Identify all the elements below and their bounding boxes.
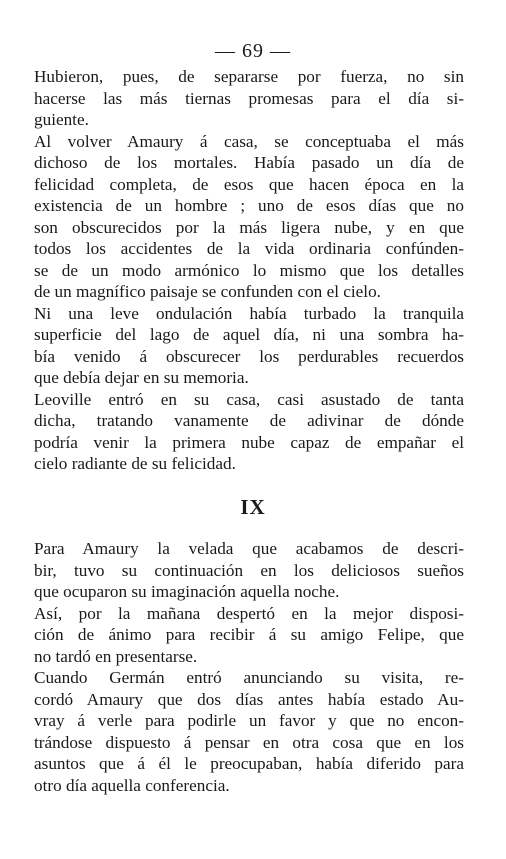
text-line: Para Amaury la velada que acabamos de descri- [34, 539, 464, 558]
text-line: se de un modo armónico lo mismo que los detalles [34, 260, 464, 280]
text-line: felicidad completa, de esos que hacen época en la [34, 174, 464, 194]
text-line: trándose dispuesto á pensar en otra cosa que en los [34, 732, 464, 752]
paragraph [34, 303, 464, 389]
text-line: Ni una leve ondulación había turbado la tranquila [34, 303, 464, 323]
text-line: podría venir la primera nube capaz de empañar el [34, 432, 464, 452]
text-line: otro día aquella conferencia. [34, 775, 230, 795]
text-line: Cuando Germán entró anunciando su visita, re- [34, 668, 464, 687]
chapter-heading: IX [240, 495, 266, 519]
paragraph [34, 667, 464, 796]
text-line: que ocuparon su imaginación aquella noche. [34, 582, 340, 601]
text-line: son obscurecidos por la más ligera nube, y en que [34, 217, 464, 237]
text-line: bir, tuvo su continuación en los deliciosos sueños [34, 560, 464, 580]
text-line: Hubieron, pues, de separarse por fuerza, no sin [34, 67, 464, 86]
text-line: Al volver Amaury á casa, se conceptuaba el más [34, 131, 464, 151]
text-line: Leoville entró en su casa, casi asustado de tanta [34, 389, 464, 409]
text-line: cordó Amaury que dos días antes había estado Au- [34, 689, 464, 709]
paragraph [34, 603, 464, 668]
text-line: no tardó en presentarse. [34, 646, 198, 666]
page-number: — 69 — [215, 40, 291, 62]
text-line: dichoso de los mortales. Había pasado un día de [34, 153, 464, 172]
text-line: Así, por la mañana despertó en la mejor disposi- [34, 603, 464, 623]
text-line: bía venido á obscurecer los perdurables recuerdos [34, 346, 464, 366]
text-block-after [34, 538, 464, 796]
text-line: hacerse las más tiernas promesas para el día si- [34, 88, 464, 108]
text-line: existencia de un hombre ; uno de esos días que no [34, 196, 464, 215]
text-line: vray á verle para podirle un favor y que no encon- [34, 711, 464, 730]
text-line: que debía dejar en su memoria. [34, 368, 249, 387]
paragraph [34, 538, 464, 603]
paragraph [34, 66, 464, 131]
text-line: ción de ánimo para recibir á su amigo Felipe, que [34, 625, 464, 644]
text-line: cielo radiante de su felicidad. [34, 454, 236, 473]
text-line: superficie del lago de aquel día, ni una sombra ha- [34, 325, 464, 344]
text-line: asuntos que á él le preocupaban, había diferido para [34, 754, 464, 773]
text-line: de un magnífico paisaje se confunden con el cielo. [34, 282, 381, 301]
text-line: todos los accidentes de la vida ordinaria confúnden- [34, 239, 464, 258]
text-line: dicha, tratando vanamente de adivinar de dónde [34, 411, 464, 430]
paragraph [34, 131, 464, 303]
paragraph [34, 389, 464, 475]
text-line: guiente. [34, 110, 89, 129]
text-block-before [34, 66, 464, 475]
